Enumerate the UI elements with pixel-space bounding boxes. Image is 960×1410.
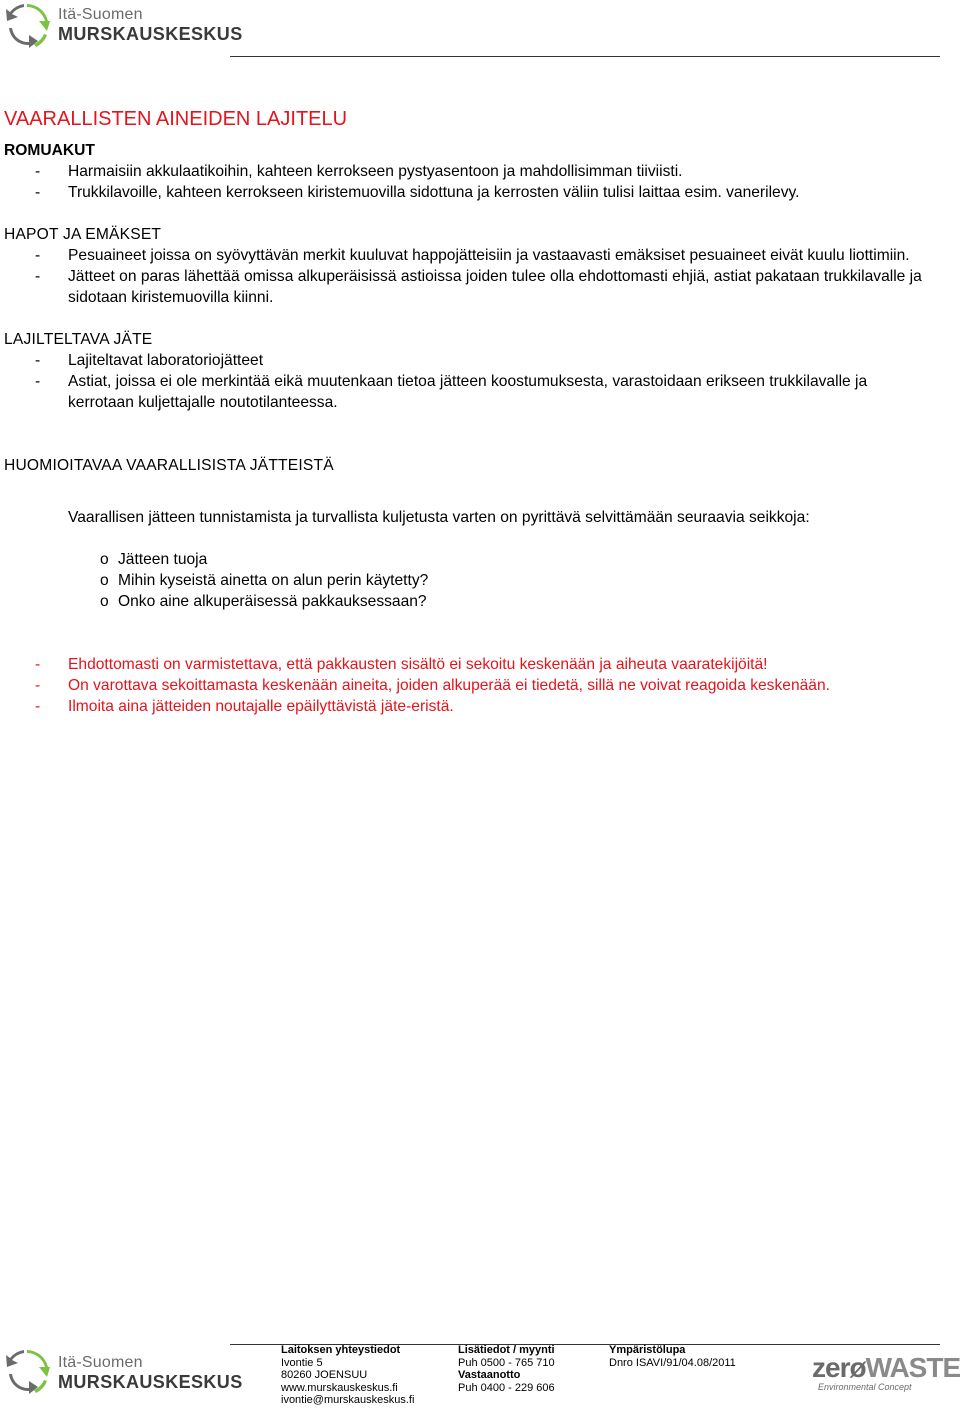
- list-item-text: Lajiteltavat laboratoriojätteet: [68, 352, 264, 369]
- document-body: [4, 106, 934, 717]
- zerowaste-word-a: zerø: [812, 1352, 866, 1383]
- list-item: [4, 549, 934, 570]
- footer-info: [458, 1344, 555, 1394]
- lajilteltava-list: [4, 350, 934, 413]
- spacer: [4, 476, 934, 497]
- section-heading-lajilteltava: LAJILTELTAVA JÄTE: [4, 331, 153, 348]
- dash-marker: -: [35, 352, 41, 369]
- dash-marker: -: [35, 163, 41, 180]
- header-divider: [230, 56, 940, 57]
- list-item-text: Trukkilavoille, kahteen kerrokseen kiristemuovilla sidottuna ja kerrosten väliin tulisi laittaa esim. vanerilevy.: [68, 184, 800, 201]
- spacer: [4, 528, 934, 549]
- section-heading-hapot: HAPOT JA EMÄKSET: [4, 226, 162, 243]
- list-item: [4, 161, 934, 182]
- list-item: [4, 245, 934, 266]
- footer-contact: [281, 1344, 414, 1407]
- spacer: [4, 203, 934, 224]
- section-heading-romuakut: ROMUAKUT: [4, 142, 95, 159]
- list-item: [4, 350, 934, 371]
- warning-text: Ehdottomasti on varmistettava, että pakkausten sisältö ei sekoitu keskenään ja aiheuta vaaratekijöitä!: [68, 656, 768, 673]
- warning-text: On varottava sekoittamasta keskenään aineita, joiden alkuperää ei tiedetä, sillä ne voivat reagoida keskenään.: [68, 677, 830, 694]
- dash-marker: -: [35, 184, 41, 201]
- footer-permit: [609, 1344, 736, 1369]
- footer-contact-heading: Laitoksen yhteystiedot: [281, 1344, 401, 1356]
- section-heading-huomioitavaa: HUOMIOITAVAA VAARALLISISTA JÄTTEISTÄ: [4, 457, 334, 474]
- header-logo: [4, 4, 244, 48]
- list-item-text: Onko aine alkuperäisessä pakkauksessaan?: [118, 593, 427, 610]
- footer-contact-line: Ivontie 5: [281, 1356, 323, 1369]
- list-item-text: Harmaisiin akkulaatikoihin, kahteen kerrokseen pystyasentoon ja mahdollisimman tiiviisti.: [68, 163, 683, 180]
- footer-permit-heading: Ympäristölupa: [609, 1344, 686, 1356]
- hapot-list: [4, 245, 934, 308]
- logo-region-text: Itä-Suomen: [58, 6, 143, 23]
- footer-info-heading: Lisätiedot / myynti: [458, 1344, 555, 1356]
- list-item-text: Pesuaineet joissa on syövyttävän merkit kuuluvat happojätteisiin ja vastaavasti emäksiset pesuaineet eivät kuulu liottimiin.: [68, 247, 910, 264]
- question-list: [4, 549, 934, 612]
- footer-email-link[interactable]: ivontie@murskauskeskus.fi: [281, 1394, 415, 1407]
- footer-website-link[interactable]: www.murskauskeskus.fi: [281, 1381, 398, 1394]
- intro-paragraph: Vaarallisen jätteen tunnistamista ja turvallista kuljetusta varten on pyrittävä selvittämään seuraavia seikkoja:: [68, 509, 810, 526]
- o-marker: o: [100, 572, 109, 589]
- warning-list: [4, 654, 934, 717]
- list-item-text: Jätteet on paras lähettää omissa alkuperäisissä astioissa joiden tulee olla ehdottomasti ehjiä, astiat pakataan trukkilavalle ja sidotaan kiristemuovilla kiinni.: [68, 268, 922, 306]
- dash-marker: -: [35, 268, 41, 285]
- footer-logo-region-text: Itä-Suomen: [58, 1354, 143, 1371]
- list-item: [4, 570, 934, 591]
- dash-marker: -: [35, 656, 41, 673]
- footer-logo-company-text: MURSKAUSKESKUS: [58, 1372, 243, 1392]
- spacer: [4, 308, 934, 329]
- zerowaste-tagline: Environmental Concept: [818, 1382, 912, 1392]
- list-item: [4, 371, 934, 413]
- spacer: [4, 413, 934, 455]
- zerowaste-wordmark: [812, 1352, 960, 1384]
- list-item-text: Jätteen tuoja: [118, 551, 208, 568]
- romuakut-list: [4, 161, 934, 203]
- footer-permit-line: Dnro ISAVI/91/04.08/2011: [609, 1356, 736, 1369]
- list-item-text: Astiat, joissa ei ole merkintää eikä muutenkaan tietoa jätteen koostumuksesta, varastoidaan erikseen trukkilavalle ja kerrotaan kuljettajalle noutotilanteessa.: [68, 373, 868, 411]
- o-marker: o: [100, 551, 109, 568]
- dash-marker: -: [35, 373, 41, 390]
- footer-info-line: Puh 0400 - 229 606: [458, 1381, 555, 1394]
- dash-marker: -: [35, 247, 41, 264]
- recycle-arrows-icon: [4, 4, 50, 48]
- warning-text: Ilmoita aina jätteiden noutajalle epäilyttävistä jäte-eristä.: [68, 698, 454, 715]
- document-title: VAARALLISTEN AINEIDEN LAJITELU: [4, 108, 348, 130]
- recycle-arrows-icon: [4, 1350, 50, 1394]
- warning-item: [4, 675, 934, 696]
- warning-item: [4, 654, 934, 675]
- zerowaste-word-b: WASTE: [865, 1352, 960, 1383]
- dash-marker: -: [35, 677, 41, 694]
- list-item: [4, 266, 934, 308]
- footer-info-subheading: Vastaanotto: [458, 1369, 521, 1382]
- o-marker: o: [100, 593, 109, 610]
- dash-marker: -: [35, 698, 41, 715]
- warning-item: [4, 696, 934, 717]
- list-item-text: Mihin kyseistä ainetta on alun perin käytetty?: [118, 572, 429, 589]
- spacer: [4, 612, 934, 654]
- footer-logo: [4, 1348, 244, 1396]
- list-item: [4, 182, 934, 203]
- logo-company-text: MURSKAUSKESKUS: [58, 24, 243, 44]
- zerowaste-logo: [812, 1352, 960, 1396]
- footer-contact-line: 80260 JOENSUU: [281, 1369, 368, 1382]
- footer-info-line: Puh 0500 - 765 710: [458, 1356, 555, 1369]
- list-item: [4, 591, 934, 612]
